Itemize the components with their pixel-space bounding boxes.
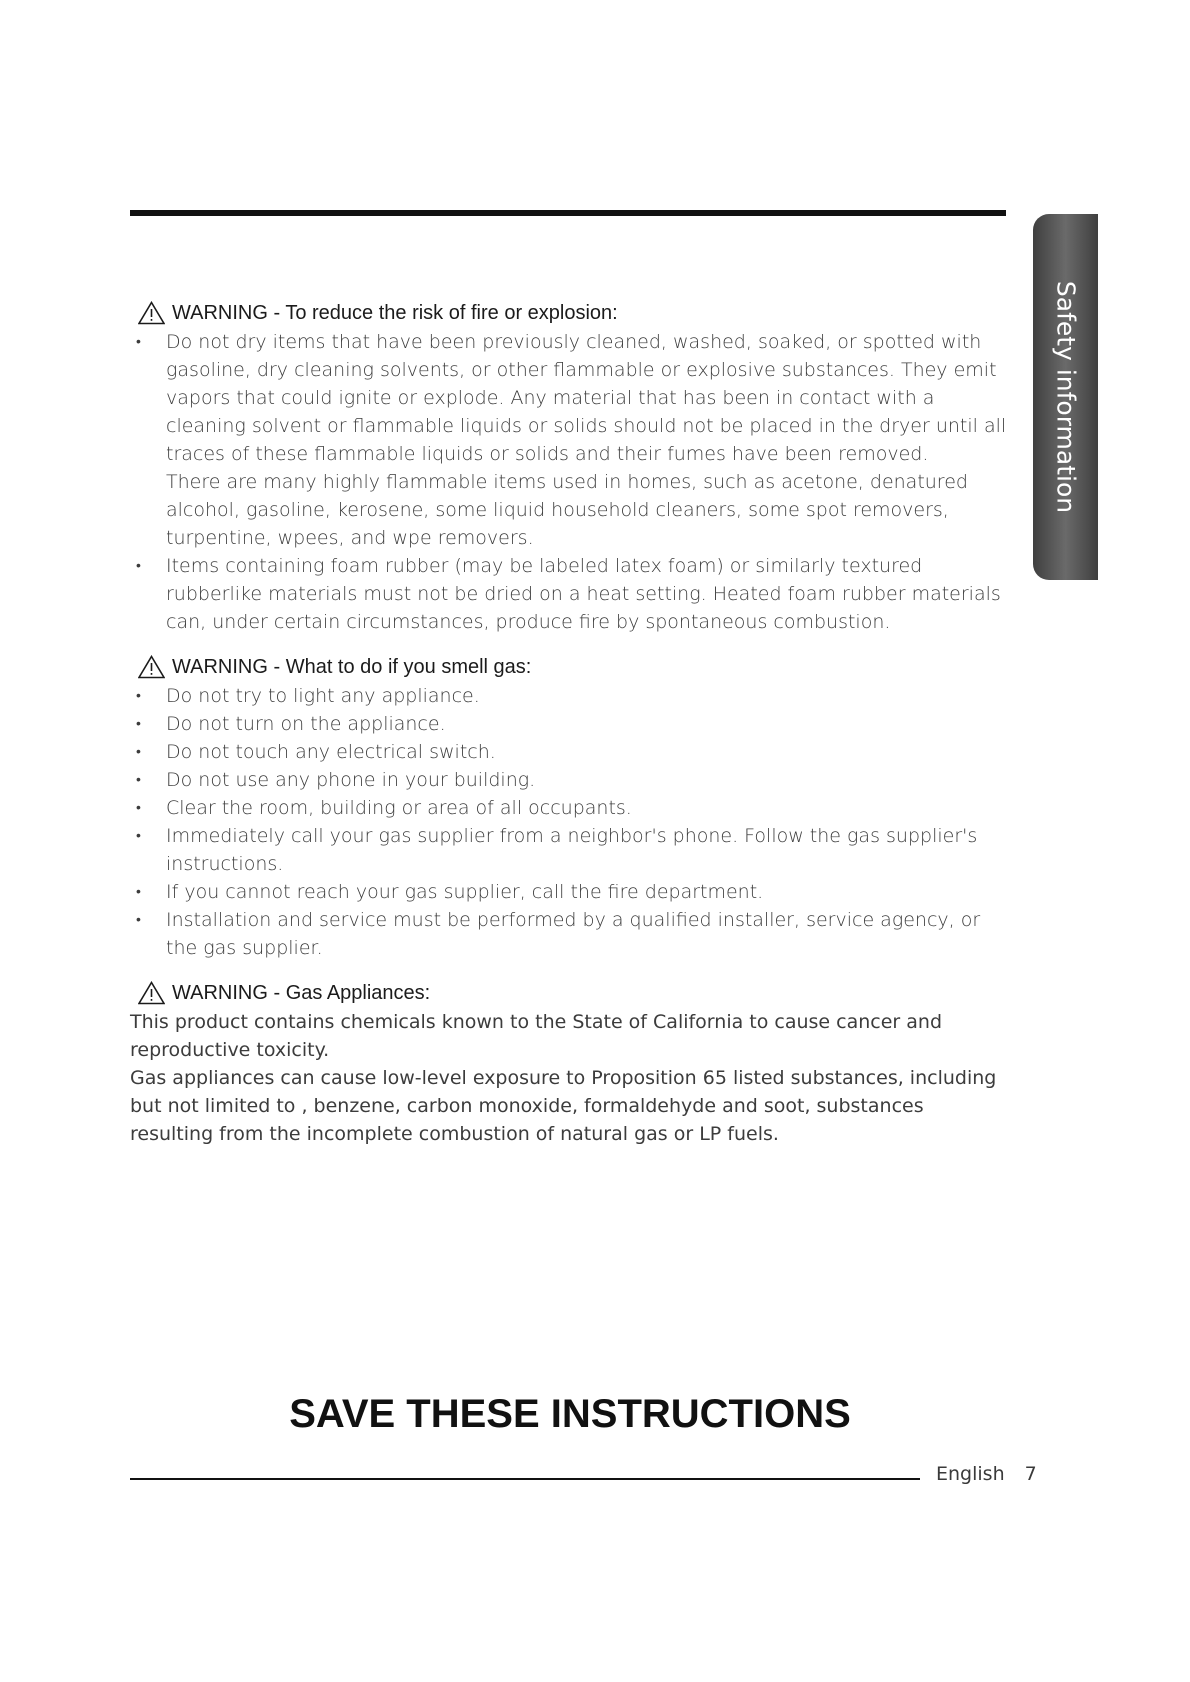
warning-list	[130, 328, 1010, 636]
list-item: • Immediately call your gas supplier from a neighbor's phone. Follow the gas supplier's instructions.	[130, 822, 1010, 878]
list-item: • If you cannot reach your gas supplier, call the fire department.	[130, 878, 1010, 906]
warning-heading	[130, 298, 1010, 328]
paragraph: This product contains chemicals known to the State of California to cause cancer and reproductive toxicity.	[130, 1011, 943, 1061]
warning-section-gas-smell	[130, 652, 1010, 962]
page-footer	[936, 1463, 1037, 1485]
warning-heading-text: WARNING - Gas Appliances:	[172, 981, 431, 1004]
page-content	[130, 298, 1010, 1164]
list-item: • Installation and service must be performed by a qualified installer, service agency, or the gas supplier.	[130, 906, 1010, 962]
warning-heading-text: WARNING - What to do if you smell gas:	[172, 655, 532, 678]
warning-heading	[130, 978, 1010, 1008]
warning-triangle-icon	[138, 655, 165, 679]
top-divider	[130, 210, 1006, 216]
list-item: • Items containing foam rubber (may be labeled latex foam) or similarly textured rubberlike materials must not be dried on a heat setting. Heated foam rubber materials can, under certain circumstances, produce fire by spontaneous combustion.	[130, 552, 1010, 636]
paragraph: Gas appliances can cause low-level exposure to Proposition 65 listed substances, including but not limited to , benzene, carbon monoxide, formaldehyde and soot, substances resulting from the incomplete combustion of natural gas or LP fuels.	[130, 1067, 997, 1145]
list-item: • Do not dry items that have been previously cleaned, washed, soaked, or spotted with gasoline, dry cleaning solvents, or other flammable or explosive substances. They emit vapors that could ignite or explode. Any material that has been in contact with a cleaning solvent or flammable liquids or solids should not be placed in the dryer until all traces of these flammable liquids or solids and their fumes have been removed. There are many highly flammable items used in homes, such as acetone, denatured alcohol, gasoline, kerosene, some liquid household cleaners, some spot removers, turpentine, wpees, and wpe removers.	[130, 328, 1010, 552]
list-item: • Do not use any phone in your building.	[130, 766, 1010, 794]
save-instructions-title: SAVE THESE INSTRUCTIONS	[289, 1392, 851, 1436]
list-item: • Clear the room, building or area of all occupants.	[130, 794, 1010, 822]
list-item: • Do not try to light any appliance.	[130, 682, 1010, 710]
list-item: • Do not touch any electrical switch.	[130, 738, 1010, 766]
warning-triangle-icon	[138, 981, 165, 1005]
list-item: • Do not turn on the appliance.	[130, 710, 1010, 738]
footer-divider	[130, 1478, 920, 1480]
warning-heading-text: WARNING - To reduce the risk of fire or explosion:	[172, 301, 618, 324]
warning-list	[130, 682, 1010, 962]
footer-language: English	[936, 1463, 1005, 1485]
side-tab-label: Safety information	[1051, 280, 1081, 514]
warning-section-fire	[130, 298, 1010, 636]
warning-heading	[130, 652, 1010, 682]
warning-triangle-icon	[138, 301, 165, 325]
page-number: 7	[1024, 1463, 1037, 1485]
warning-section-gas-appliances	[130, 978, 1010, 1148]
